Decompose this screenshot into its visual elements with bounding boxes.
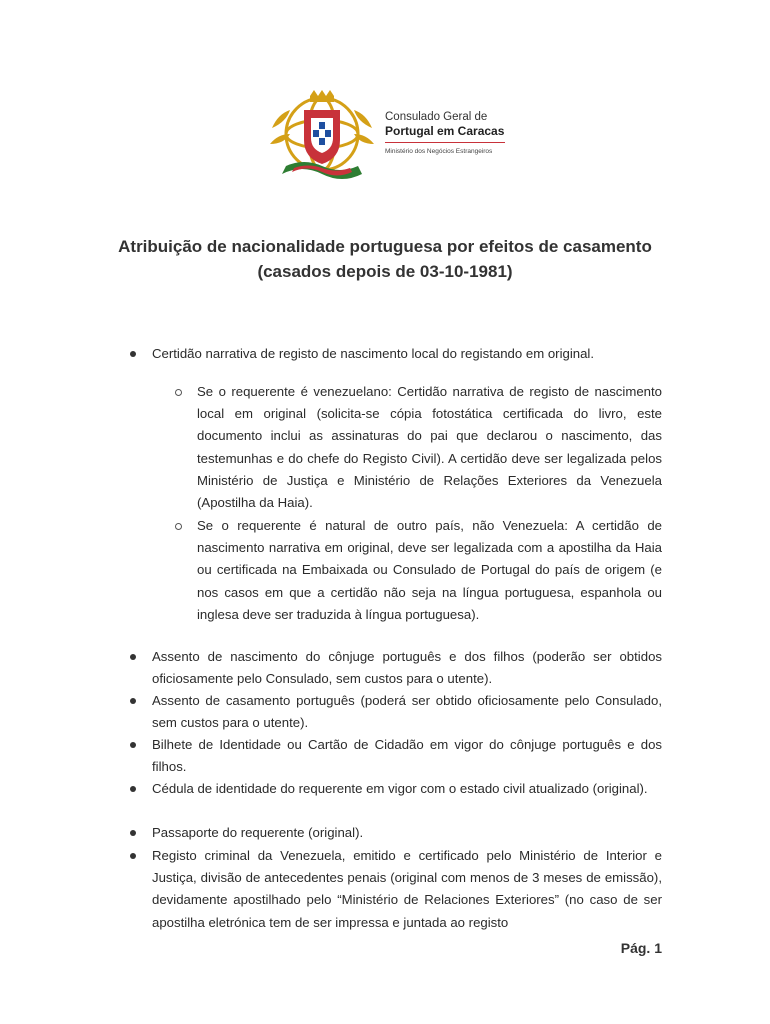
list-item: Registo criminal da Venezuela, emitido e certificado pelo Ministério de Interior e Justiça, divisão de antecedentes penais (original com menos de 3 meses de emissão), devidamente apostilhado pelo “Ministério de Relaciones Exteriores” (no caso de ser apostilha eletrónica tem de ser impressa e juntada ao registo [152,848,662,930]
bullet-icon [130,786,136,792]
bullet-icon [130,654,136,660]
list-item: Passaporte do requerente (original). [152,825,364,840]
bullet-icon [130,853,136,859]
list-item: Assento de casamento português (poderá ser obtido oficiosamente pelo Consulado, sem custos para o utente). [152,693,662,731]
list-item: Cédula de identidade do requerente em vigor com o estado civil atualizado (original). [152,781,648,796]
sub-list-item: Se o requerente é venezuelano: Certidão narrativa de registo de nascimento local em original (solicita-se cópia fotostática certificada do livro, este documento inclui as assinaturas do pai que declarou o nascimento, das testemunhas e do chefe do Registo Civil). A certidão deve ser legalizada pelos Ministério de Justiça e Ministério de Relações Exteriores da Venezuela (Apostilha da Haia). [197,384,662,511]
document-title: Atribuição de nacionalidade portuguesa por efeitos de casamento (casados depois de 03-10-1981) [118,237,652,281]
page-number: Pág. 1 [620,940,662,956]
org-name-block [385,110,505,156]
org-divider [385,142,505,143]
circle-bullet-icon [175,389,182,396]
coat-of-arms-logo [264,88,380,184]
sub-list-item: Se o requerente é natural de outro país, não Venezuela: A certidão de nascimento narrativa em original, deve ser legalizada com a apostilha da Haia ou certificada na Embaixada ou Consulado de Portugal do país de origem (e nos casos em que a certidão não seja na língua portuguesa, espanhola ou inglesa deve ser traduzida à língua portuguesa). [197,518,662,622]
bullet-icon [130,698,136,704]
list-item: Certidão narrativa de registo de nascimento local do registando em original. [152,346,595,361]
bullet-icon [130,830,136,836]
bullet-icon [130,742,136,748]
circle-bullet-icon [175,523,182,530]
org-name-line2: Portugal em Caracas [385,124,505,138]
org-ministry: Ministério dos Negócios Estrangeiros [385,148,493,155]
list-item: Bilhete de Identidade ou Cartão de Cidadão em vigor do cônjuge português e dos filhos. [152,737,662,775]
list-item: Assento de nascimento do cônjuge português e dos filhos (poderão ser obtidos oficiosamente pelo Consulado, sem custos para o utente). [152,649,662,687]
org-name-line1: Consulado Geral de [385,111,488,123]
bullet-icon [130,351,136,357]
